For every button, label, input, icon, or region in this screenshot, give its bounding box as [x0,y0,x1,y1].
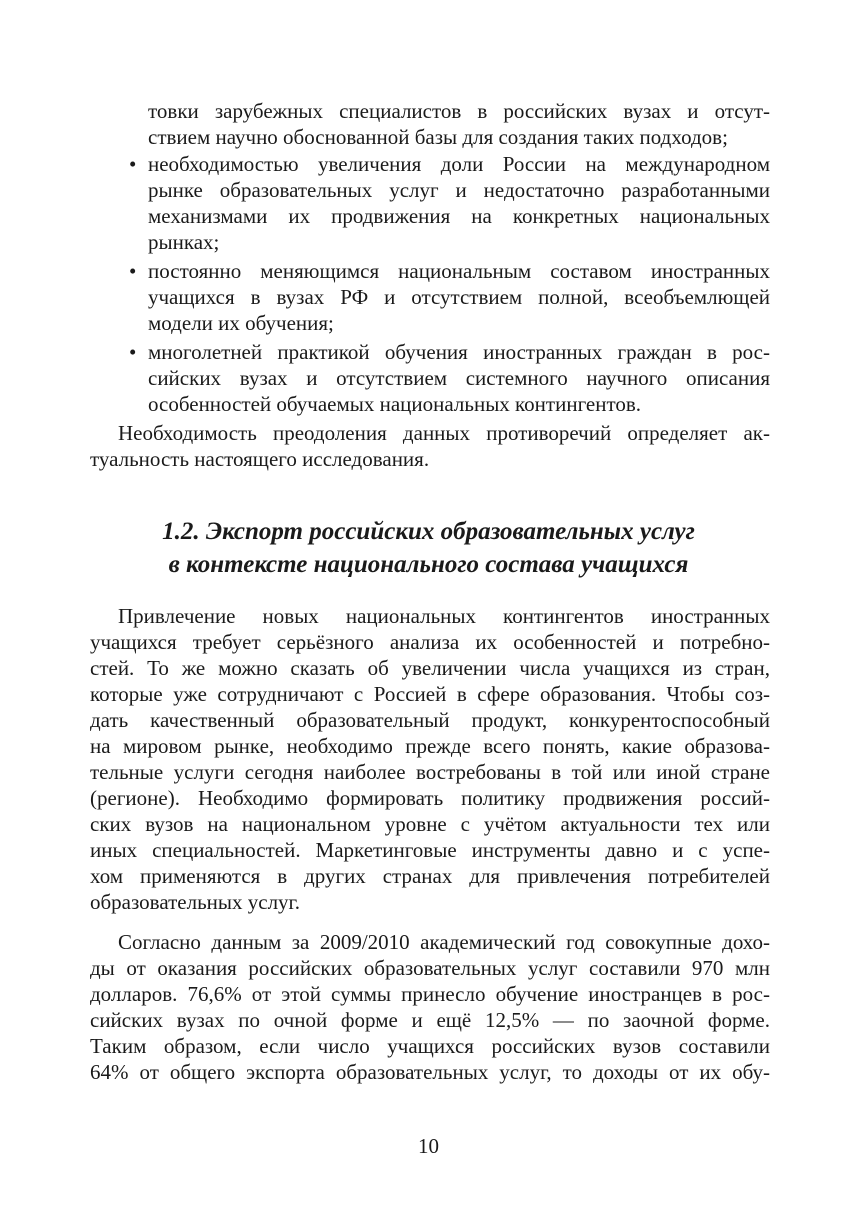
text-line: образовательных услуг. [90,890,301,914]
text-line: Привлечение новых национальных контингентов иностранных [118,604,770,628]
text-line: особенностей обучаемых национальных контингентов. [148,392,642,416]
text-line: учащихся требует серьёзного анализа их особенностей и потребно- [90,630,770,654]
text-line: Согласно данным за 2009/2010 академический год совокупные дохо- [118,930,770,954]
text-line: рынках; [148,230,220,254]
text-line: сийских вузах и отсутствием системного научного описания [148,366,770,390]
text-line: 64% от общего экспорта образовательных услуг, то доходы от их обу- [90,1060,770,1084]
text-line: ских вузов на национальном уровне с учётом актуальности тех или [90,812,770,836]
text-line: Таким образом, если число учащихся российских вузов составили [90,1034,770,1058]
text-line: ствием научно обоснованной базы для создания таких подходов; [148,125,728,149]
text-line: необходимостью увеличения доли России на международном [148,152,770,176]
text-line: сийских вузах по очной форме и ещё 12,5% — по заочной форме. [90,1008,770,1032]
text-line: стей. То же можно сказать об увеличении числа учащихся из стран, [90,656,770,680]
bullet-icon: • [129,340,137,364]
text-line: долларов. 76,6% от этой суммы принесло обучение иностранцев в рос- [90,982,770,1006]
heading-line-2: в контексте национального состава учащихся [168,551,689,578]
text-line: многолетней практикой обучения иностранных граждан в рос- [148,340,770,364]
text-line: которые уже сотрудничают с Россией в сфере образования. Чтобы соз- [90,682,770,706]
page-number: 10 [418,1134,439,1158]
text-line: Необходимость преодоления данных противоречий определяет ак- [118,421,770,445]
heading-line-1: 1.2. Экспорт российских образовательных услуг [162,518,695,545]
text-line: хом применяются в других странах для привлечения потребителей [90,864,770,888]
bullet-icon: • [129,152,137,176]
text-line: (регионе). Необходимо формировать политику продвижения россий- [90,786,770,810]
text-line: тельные услуги сегодня наиболее востребованы в той или иной стране [90,760,770,784]
text-line: иных специальностей. Маркетинговые инструменты давно и с успе- [90,838,770,862]
bullet-icon: • [129,259,137,283]
text-line: на мировом рынке, необходимо прежде всего понять, какие образова- [90,734,770,758]
text-line: механизмами их продвижения на конкретных национальных [148,204,770,228]
text-line: товки зарубежных специалистов в российских вузах и отсут- [148,99,770,123]
text-line: постоянно меняющимся национальным составом иностранных [148,259,770,283]
text-line: ды от оказания российских образовательных услуг составили 970 млн [90,956,770,980]
text-line: учащихся в вузах РФ и отсутствием полной, всеобъемлющей [148,285,770,309]
text-line: дать качественный образовательный продукт, конкурентоспособный [90,708,770,732]
text-line: модели их обучения; [148,311,334,335]
text-line: туальность настоящего исследования. [90,447,430,471]
text-line: рынке образовательных услуг и недостаточно разработанными [148,178,770,202]
